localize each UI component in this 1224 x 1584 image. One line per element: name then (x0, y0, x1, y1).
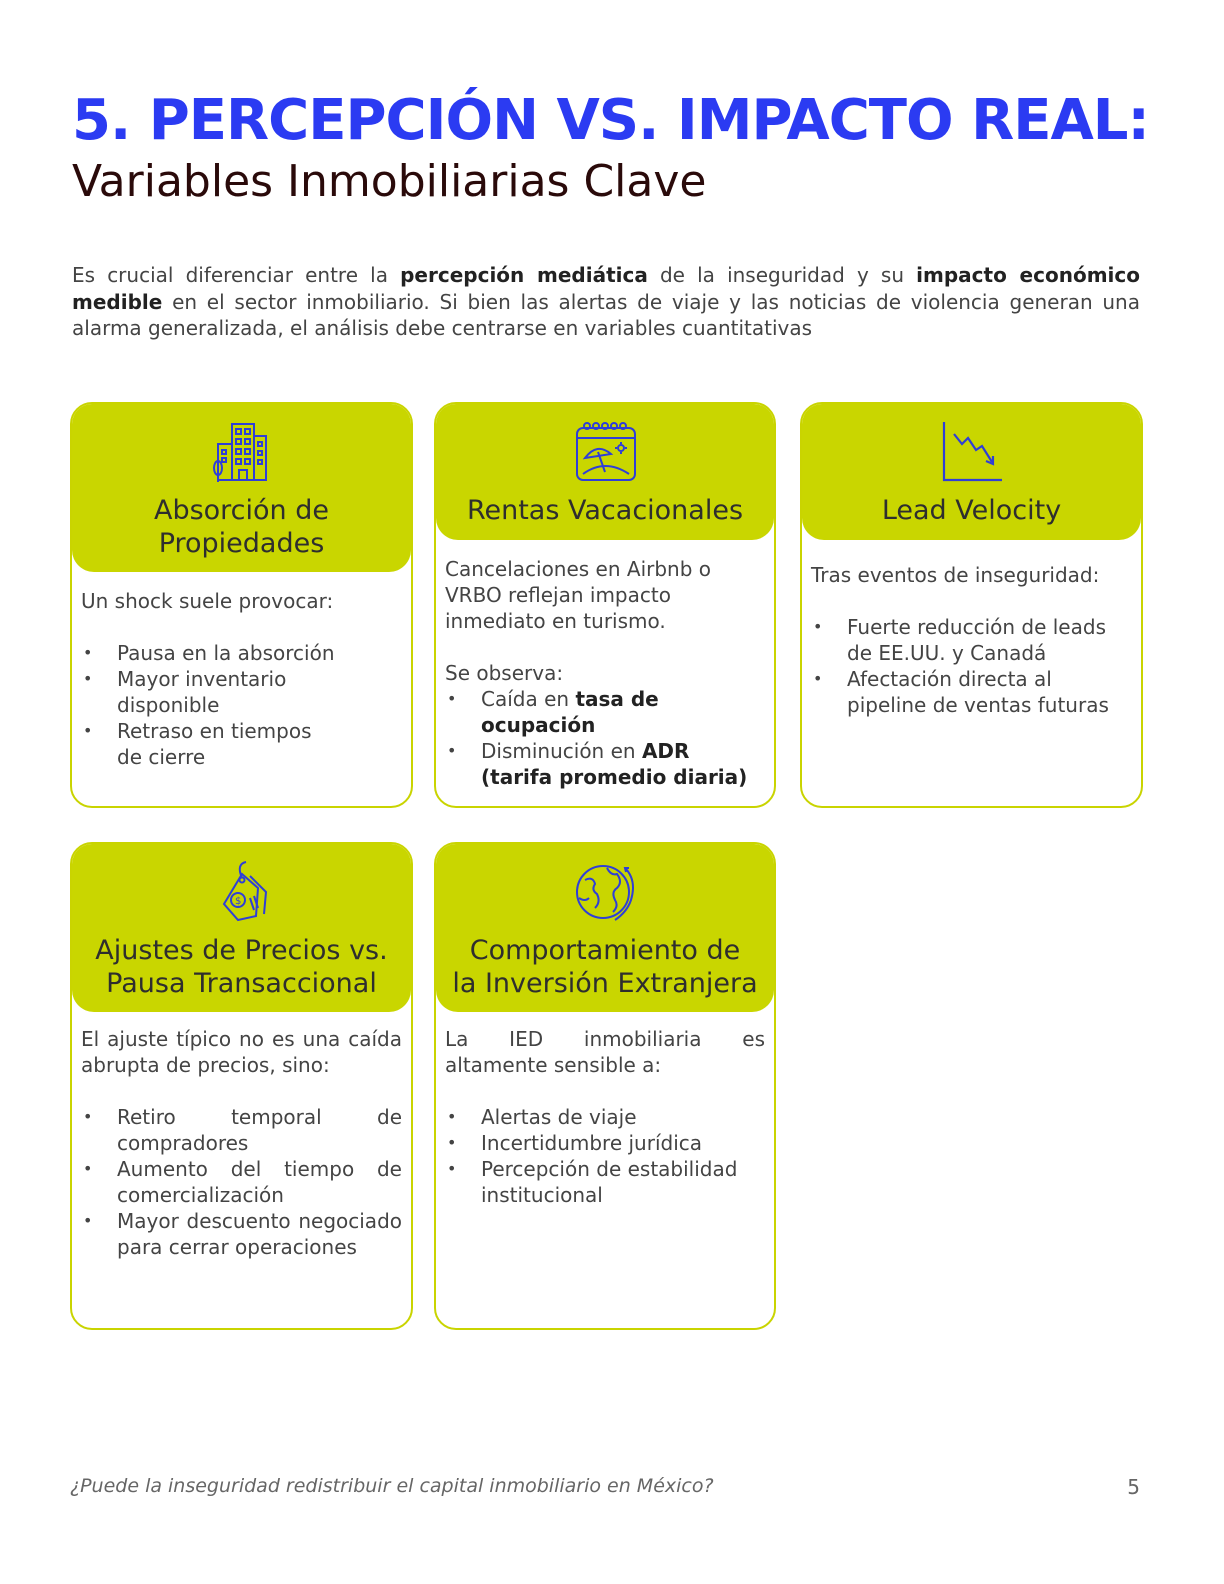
spacer (811, 588, 1132, 614)
list-item-bold: ADR (tarifa promedio diaria) (481, 739, 748, 789)
card-inversion-header (436, 844, 774, 1012)
card-absorcion-body (72, 572, 411, 770)
card-inversion-body (436, 1012, 774, 1208)
card-absorcion-title (154, 494, 329, 560)
list-item: • Mayor descuento negociado para cerrar operaciones (81, 1208, 402, 1260)
spacer (81, 614, 402, 640)
intro-text-3: en el sector inmobiliario. Si bien las alertas de viaje y las noticias de violencia generan una alarma generalizada, el análisis debe centrarse en variables cuantitativas (72, 289, 1140, 340)
spacer (445, 634, 765, 660)
card-inversion-lead: La IED inmobiliaria es altamente sensible a: (445, 1027, 765, 1077)
list-item: • Fuerte reducción de leads de EE.UU. y Canadá (811, 614, 1132, 666)
card-absorcion-title-line1: Absorción de (153, 495, 329, 526)
intro-text-2: de la inseguridad y su (647, 263, 917, 287)
intro-text-1: Es crucial diferenciar entre la (72, 263, 401, 287)
card-lead-velocity-body (802, 540, 1141, 718)
list-item: • Retiro temporal de compradores (81, 1104, 402, 1156)
intro-bold-2: impacto económico medible (72, 263, 1140, 314)
list-item: • Retraso en tiempos de cierre (81, 718, 402, 770)
spacer (81, 1078, 402, 1104)
intro-bold-1: percepción mediática (400, 263, 648, 287)
list-item-text: Caída en (481, 687, 576, 711)
card-lead-velocity-list (811, 614, 1132, 718)
list-item: • Afectación directa al pipeline de ventas futuras (811, 666, 1132, 718)
globe-icon (571, 858, 639, 926)
card-rentas-lead: Cancelaciones en Airbnb o VRBO reflejan impacto inmediato en turismo. (445, 557, 712, 633)
card-rentas-title: Rentas Vacacionales (466, 495, 744, 526)
list-item: • Percepción de estabilidad institucional (445, 1156, 765, 1208)
card-lead-velocity-lead: Tras eventos de inseguridad: (811, 563, 1100, 587)
card-ajustes-title-line2: Pausa Transaccional (106, 968, 377, 999)
card-ajustes-header (72, 844, 411, 1012)
card-inversion-title-line2: la Inversión Extranjera (452, 968, 758, 999)
page-subtitle: Variables Inmobiliarias Clave (72, 156, 707, 207)
card-lead-velocity-header (802, 404, 1141, 540)
list-item: • Pausa en la absorción (81, 640, 402, 666)
card-ajustes-lead: El ajuste típico no es una caída abrupta de precios, sino: (81, 1027, 402, 1077)
price-tags-icon (208, 858, 276, 926)
list-item: • Mayor inventario disponible (81, 666, 402, 718)
card-absorcion (70, 402, 413, 808)
card-lead-velocity (800, 402, 1143, 808)
spacer (445, 1078, 765, 1104)
card-ajustes-list (81, 1104, 402, 1260)
list-item-bold: tasa de ocupación (481, 687, 659, 737)
footer-text: ¿Puede la inseguridad redistribuir el capital inmobiliario en México? (70, 1475, 714, 1497)
card-absorcion-title-line2: Propiedades (158, 528, 325, 559)
card-rentas-header (436, 404, 774, 540)
card-inversion (434, 842, 776, 1330)
card-ajustes-title (95, 934, 387, 1000)
card-absorcion-lead: Un shock suele provocar: (81, 589, 334, 613)
card-absorcion-header (72, 404, 411, 572)
list-item: • Alertas de viaje (445, 1104, 765, 1130)
buildings-icon (208, 418, 276, 486)
list-item: • Aumento del tiempo de comercialización (81, 1156, 402, 1208)
intro-paragraph (72, 262, 1140, 342)
list-item (445, 686, 765, 738)
list-item-text: Disminución en (481, 739, 642, 763)
card-ajustes (70, 842, 413, 1330)
card-ajustes-body (72, 1012, 411, 1260)
card-rentas-body (436, 540, 774, 790)
page-number: 5 (1127, 1475, 1140, 1499)
card-inversion-title-line1: Comportamiento de (469, 935, 741, 966)
page-title: 5. PERCEPCIÓN VS. IMPACTO REAL: (72, 88, 1149, 153)
card-absorcion-list (81, 640, 402, 770)
calendar-beach-icon (571, 418, 639, 486)
card-rentas-observa: Se observa: (445, 661, 564, 685)
declining-chart-icon (938, 418, 1006, 486)
svg-text:$: $ (234, 896, 241, 907)
card-ajustes-title-line1: Ajustes de Precios vs. (95, 935, 388, 966)
list-item (445, 738, 765, 790)
card-rentas-list (445, 686, 765, 790)
card-inversion-list (445, 1104, 765, 1208)
list-item: • Incertidumbre jurídica (445, 1130, 765, 1156)
card-rentas (434, 402, 776, 808)
card-inversion-title (452, 934, 757, 1000)
card-lead-velocity-title: Lead Velocity (881, 495, 1062, 526)
